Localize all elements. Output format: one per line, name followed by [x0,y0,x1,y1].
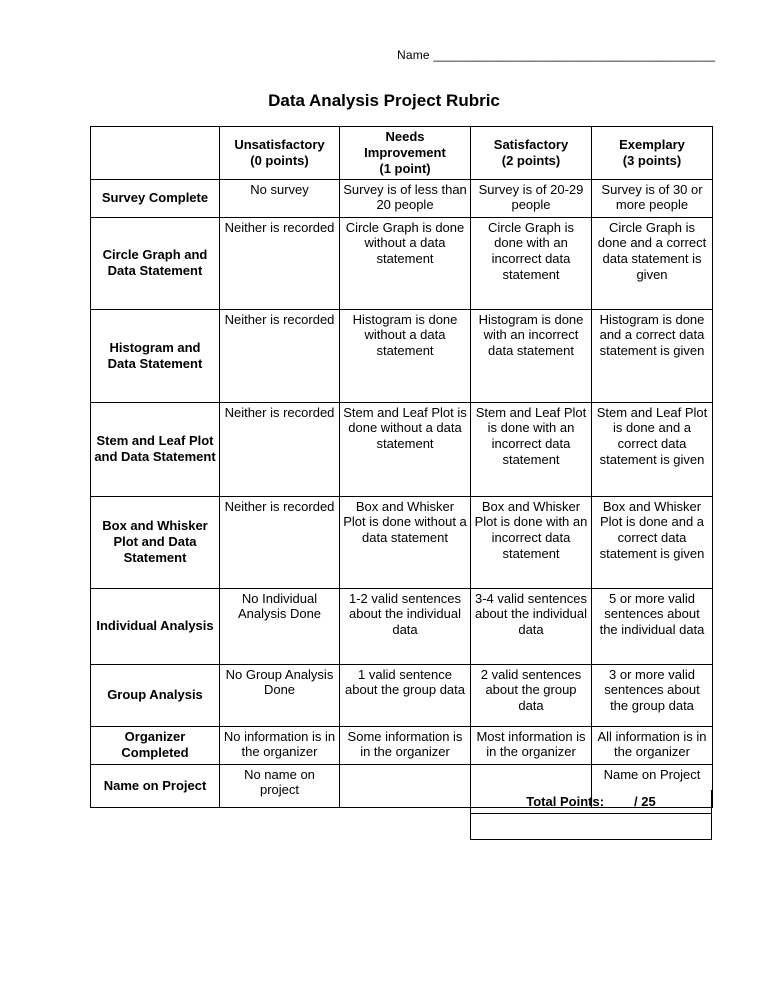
total-points-row [470,790,712,814]
rubric-cell: Neither is recorded [220,402,340,496]
table-row-organizer-completed [91,726,713,764]
rubric-cell: No Group Analysis Done [220,664,340,726]
criterion-label: Histogram and Data Statement [91,309,220,402]
rubric-cell: Box and Whisker Plot is done and a correct data statement is given [592,496,713,588]
col-title: Satisfactory [493,136,569,152]
rubric-cell: 3 or more valid sentences about the group data [592,664,713,726]
criterion-label: Group Analysis [91,664,220,726]
corner-cell [91,127,220,180]
col-points: (0 points) [250,152,309,168]
rubric-cell [340,764,471,807]
rubric-cell: Histogram is done and a correct data statement is given [592,309,713,402]
col-points: (3 points) [622,152,682,168]
header-row [91,127,713,180]
table-row-survey-complete [91,179,713,217]
rubric-cell: Circle Graph is done without a data statement [340,217,471,309]
criterion-label: Box and Whisker Plot and Data Statement [91,496,220,588]
col-header-satisfactory [471,127,592,180]
table-row-circle-graph [91,217,713,309]
rubric-cell: Neither is recorded [220,496,340,588]
rubric-cell: Histogram is done without a data statement [340,309,471,402]
col-title: Exemplary [619,136,685,152]
criterion-label: Individual Analysis [91,588,220,664]
rubric-cell: 3-4 valid sentences about the individual data [471,588,592,664]
rubric-cell: Box and Whisker Plot is done without a data statement [340,496,471,588]
page-title: Data Analysis Project Rubric [268,91,500,110]
total-points-value: / 25 [634,794,656,809]
col-points: (2 points) [501,152,561,168]
criterion-label: Survey Complete [91,179,220,217]
rubric-cell: 2 valid sentences about the group data [471,664,592,726]
col-header-exemplary [592,127,713,180]
table-row-histogram [91,309,713,402]
col-title: Needs Improvement [364,129,446,160]
rubric-cell: Histogram is done with an incorrect data statement [471,309,592,402]
criterion-label: Circle Graph and Data Statement [91,217,220,309]
rubric-cell: Stem and Leaf Plot is done with an incorrect data statement [471,402,592,496]
col-header-unsatisfactory [220,127,340,180]
table-row-individual-analysis [91,588,713,664]
rubric-cell: Box and Whisker Plot is done with an incorrect data statement [471,496,592,588]
total-points-section [470,790,712,840]
table-row-stem-and-leaf [91,402,713,496]
criterion-label: Name on Project [91,764,220,807]
rubric-cell: Stem and Leaf Plot is done and a correct data statement is given [592,402,713,496]
rubric-cell: Neither is recorded [220,309,340,402]
col-title: Unsatisfactory [234,136,325,152]
col-points: (1 point) [379,160,431,176]
rubric-cell: No survey [220,179,340,217]
score-entry-box [470,814,712,840]
rubric-table [90,126,713,808]
rubric-cell: 5 or more valid sentences about the individual data [592,588,713,664]
rubric-cell: No name on project [220,764,340,807]
rubric-cell: No Individual Analysis Done [220,588,340,664]
col-header-needs-improvement [340,127,471,180]
rubric-cell: Neither is recorded [220,217,340,309]
rubric-cell: Most information is in the organizer [471,726,592,764]
name-blank-line: Name _________________________________________ [397,48,716,62]
rubric-cell: Survey is of less than 20 people [340,179,471,217]
rubric-cell: No information is in the organizer [220,726,340,764]
rubric-cell: Stem and Leaf Plot is done without a data statement [340,402,471,496]
rubric-cell: Some information is in the organizer [340,726,471,764]
rubric-cell: All information is in the organizer [592,726,713,764]
rubric-cell: Survey is of 20-29 people [471,179,592,217]
criterion-label: Organizer Completed [91,726,220,764]
total-points-label: Total Points: [526,794,605,809]
rubric-cell: Name on Project [592,764,713,807]
rubric-cell: Circle Graph is done and a correct data statement is given [592,217,713,309]
rubric-cell: Circle Graph is done with an incorrect data statement [471,217,592,309]
table-row-group-analysis [91,664,713,726]
table-row-box-and-whisker [91,496,713,588]
rubric-cell: Survey is of 30 or more people [592,179,713,217]
rubric-cell: 1-2 valid sentences about the individual data [340,588,471,664]
rubric-cell: 1 valid sentence about the group data [340,664,471,726]
criterion-label: Stem and Leaf Plot and Data Statement [91,402,220,496]
